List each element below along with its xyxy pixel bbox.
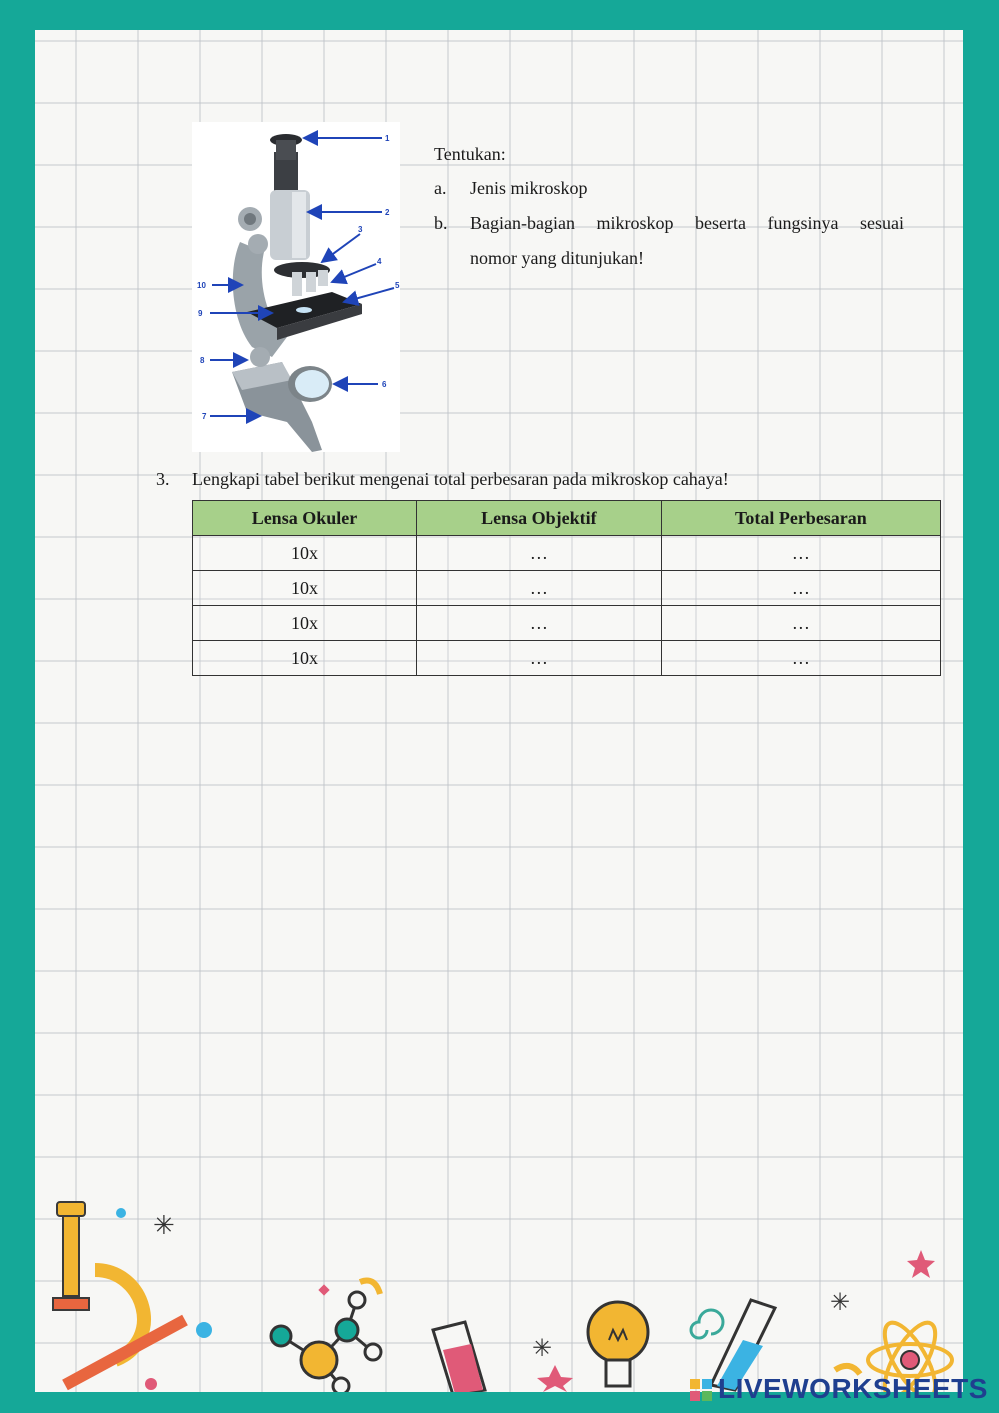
- logo-icon: [690, 1377, 714, 1401]
- cell-ocular: 10x: [193, 536, 417, 571]
- question-intro: Tentukan:: [434, 144, 506, 164]
- label-9: 9: [198, 309, 203, 318]
- label-7: 7: [202, 412, 207, 421]
- star-decor-icon: ✳: [830, 1290, 851, 1316]
- spiral-decor-icon: [691, 1310, 723, 1338]
- table-row: [193, 606, 941, 641]
- header-objective-lens: Lensa Objektif: [416, 501, 661, 536]
- beaker-decor-icon: [433, 1322, 485, 1392]
- table-row: [193, 641, 941, 676]
- question-3-text: Lengkapi tabel berikut mengenai total perbesaran pada mikroskop cahaya!: [192, 469, 729, 489]
- molecule-decor-icon: [271, 1292, 381, 1392]
- cell-objective-input[interactable]: …: [416, 571, 661, 606]
- worksheet-page: [35, 30, 963, 1392]
- cell-objective-input[interactable]: …: [416, 606, 661, 641]
- item-b-marker: b.: [434, 213, 448, 233]
- label-8: 8: [200, 356, 205, 365]
- table-row: [193, 571, 941, 606]
- label-3: 3: [358, 225, 363, 234]
- microscope-diagram: [192, 122, 400, 452]
- table-header-row: [193, 501, 941, 536]
- label-2: 2: [385, 208, 390, 217]
- cell-total-input[interactable]: …: [661, 606, 940, 641]
- label-5: 5: [395, 281, 400, 290]
- label-6: 6: [382, 380, 387, 389]
- magnification-table: [192, 500, 941, 676]
- header-ocular-lens: Lensa Okuler: [193, 501, 417, 536]
- cell-total-input[interactable]: …: [661, 536, 940, 571]
- science-decoration: [35, 1190, 963, 1392]
- cell-ocular: 10x: [193, 606, 417, 641]
- item-b-text-line2: nomor yang ditunjukan!: [470, 248, 644, 268]
- cell-total-input[interactable]: …: [661, 641, 940, 676]
- cell-ocular: 10x: [193, 641, 417, 676]
- table-row: [193, 536, 941, 571]
- item-b-text-line1: Bagian-bagian mikroskop beserta fungsinya sesuai: [470, 213, 904, 233]
- liveworksheets-logo: [690, 1374, 988, 1404]
- label-1: 1: [385, 134, 390, 143]
- question-3-number: 3.: [156, 469, 170, 489]
- item-a-marker: a.: [434, 178, 447, 198]
- item-a-text: Jenis mikroskop: [470, 178, 588, 198]
- label-10: 10: [197, 281, 206, 290]
- cell-total-input[interactable]: …: [661, 571, 940, 606]
- star-decor-icon: ✳: [532, 1336, 553, 1362]
- label-4: 4: [377, 257, 382, 266]
- header-total-magnification: Total Perbesaran: [661, 501, 940, 536]
- cell-ocular: 10x: [193, 571, 417, 606]
- cell-objective-input[interactable]: …: [416, 641, 661, 676]
- logo-text: LIVEWORKSHEETS: [718, 1373, 988, 1404]
- lightbulb-decor-icon: [588, 1302, 648, 1386]
- cell-objective-input[interactable]: …: [416, 536, 661, 571]
- star-decor-icon: ✳: [153, 1211, 175, 1240]
